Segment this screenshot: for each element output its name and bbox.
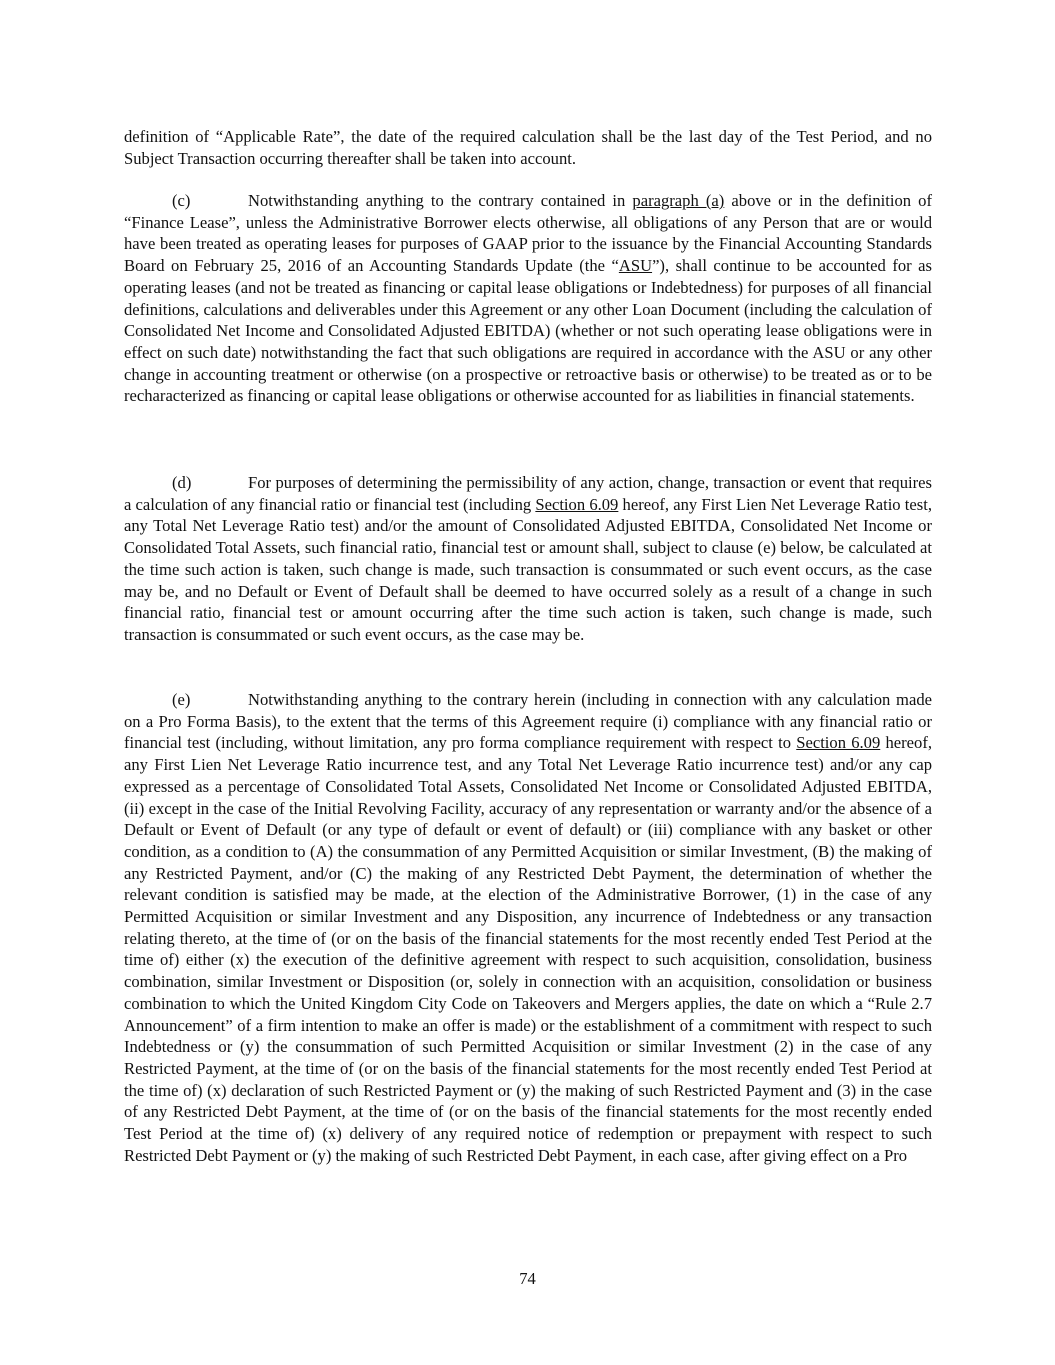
paragraph-d	[124, 472, 932, 646]
paragraph-c-text-1: Notwithstanding anything to the contrary contained in	[248, 191, 633, 210]
paragraph-d-label: (d)	[172, 473, 192, 492]
paragraph-c-label: (c)	[172, 191, 191, 210]
section-6-09-reference: Section 6.09	[535, 494, 619, 514]
paragraph-d-text-1: For purposes of determining the permissibility of any action, change, transaction or event that requires a calculation of any financial ratio or financial test (including	[124, 473, 932, 514]
paragraph-e	[124, 689, 932, 1166]
paragraph-c-text-2: above or in the definition of “Finance Lease”, unless the Administrative Borrower elects otherwise, all obligations of any Person that are or would have been treated as operating leases for purposes of GAAP prior to the issuance by the Financial Accounting Standards Board on February 25, 2016 of an Accounting Standards Update (the “	[124, 191, 932, 276]
section-6-09-reference: Section 6.09	[796, 733, 881, 753]
page-number: 74	[519, 1269, 536, 1288]
paragraph-intro-text: definition of “Applicable Rate”, the date of the required calculation shall be the last day of the Test Period, and no Subject Transaction occurring thereafter shall be taken into account.	[124, 127, 932, 168]
paragraph-d-text-2: hereof, any First Lien Net Leverage Ratio test, any Total Net Leverage Ratio test) and/or the amount of Consolidated Adjusted EBITDA, Consolidated Net Income or Consolidated Total Assets, such financial ratio, financial test or amount shall, subject to clause (e) below, be calculated at the time such action is taken, such change is made, such transaction is consummated or such event occurs, as the case may be, and no Default or Event of Default shall be deemed to have occurred solely as a result of a change in such financial ratio, financial test or amount occurring after the time such action is taken, such change is made, such transaction is consummated or such event occurs, as the case may be.	[124, 494, 932, 644]
paragraph-c-text-3: ”), shall continue to be accounted for as operating leases (and not be treated as financing or capital lease obligations or Indebtedness) for purposes of all financial definitions, calculations and deliverables under this Agreement or any other Loan Document (including the calculation of Consolidated Net Income and Consolidated Adjusted EBITDA) (whether or not such operating lease obligations were in effect on such date) notwithstanding the fact that such obligations are required in accordance with the ASU or any other change in accounting treatment or otherwise (on a prospective or retroactive basis or otherwise) to be treated as or to be recharacterized as financing or capital lease obligations or otherwise accounted for as liabilities in financial statements.	[124, 256, 932, 406]
paragraph-c	[124, 190, 932, 407]
paragraph-intro	[124, 126, 932, 169]
paragraph-e-label: (e)	[172, 690, 191, 709]
paragraph-a-reference: paragraph (a)	[632, 191, 725, 210]
paragraph-e-text-2: hereof, any First Lien Net Leverage Ratio incurrence test, and any Total Net Leverage Ratio incurrence test) and/or any cap expressed as a percentage of Consolidated Total Assets, Consolidated Net Income or Consolidated Adjusted EBITDA, (ii) except in the case of the Initial Revolving Facility, accuracy of any representation or warranty and/or the absence of a Default or Event of Default (or any type of default or event of default) or (iii) compliance with any basket or other condition, as a condition to (A) the consummation of any Permitted Acquisition or similar Investment, (B) the making of any Restricted Payment, and/or (C) the making of any Restricted Debt Payment, the determination of whether the relevant condition is satisfied may be made, at the election of the Administrative Borrower, (1) in the case of any Permitted Acquisition or similar Investment and any Disposition, any incurrence of Indebtedness or any transaction relating thereto, at the time of (or on the basis of the financial statements for the most recently ended Test Period at the time of) either (x) the execution of the definitive agreement with respect to such acquisition, consolidation, business combination, similar Investment or Disposition (or, solely in connection with an acquisition, consolidation or business combination to which the United Kingdom City Code on Takeovers and Mergers applies, the date on which a “Rule 2.7 Announcement” of a firm intention to make an offer is made) or the establishment of a commitment with respect to such Indebtedness or (y) the consummation of such Permitted Acquisition or similar Investment (2) in the case of any Restricted Payment, at the time of (or on the basis of the financial statements for the most recently ended Test Period at the time of) (x) declaration of such Restricted Payment or (y) the making of such Restricted Payment and (3) in the case of any Restricted Debt Payment, at the time of (or on the basis of the financial statements for the most recently ended Test Period at the time of) (x) delivery of any required notice of redemption or prepayment with respect to such Restricted Debt Payment or (y) the making of such Restricted Debt Payment, in each case, after giving effect on a Pro	[124, 733, 932, 1165]
asu-defined-term: ASU	[618, 256, 653, 276]
paragraph-e-text-1: Notwithstanding anything to the contrary herein (including in connection with any calculation made on a Pro Forma Basis), to the extent that the terms of this Agreement require (i) compliance with any financial ratio or financial test (including, without limitation, any pro forma compliance requirement with respect to	[124, 690, 932, 753]
